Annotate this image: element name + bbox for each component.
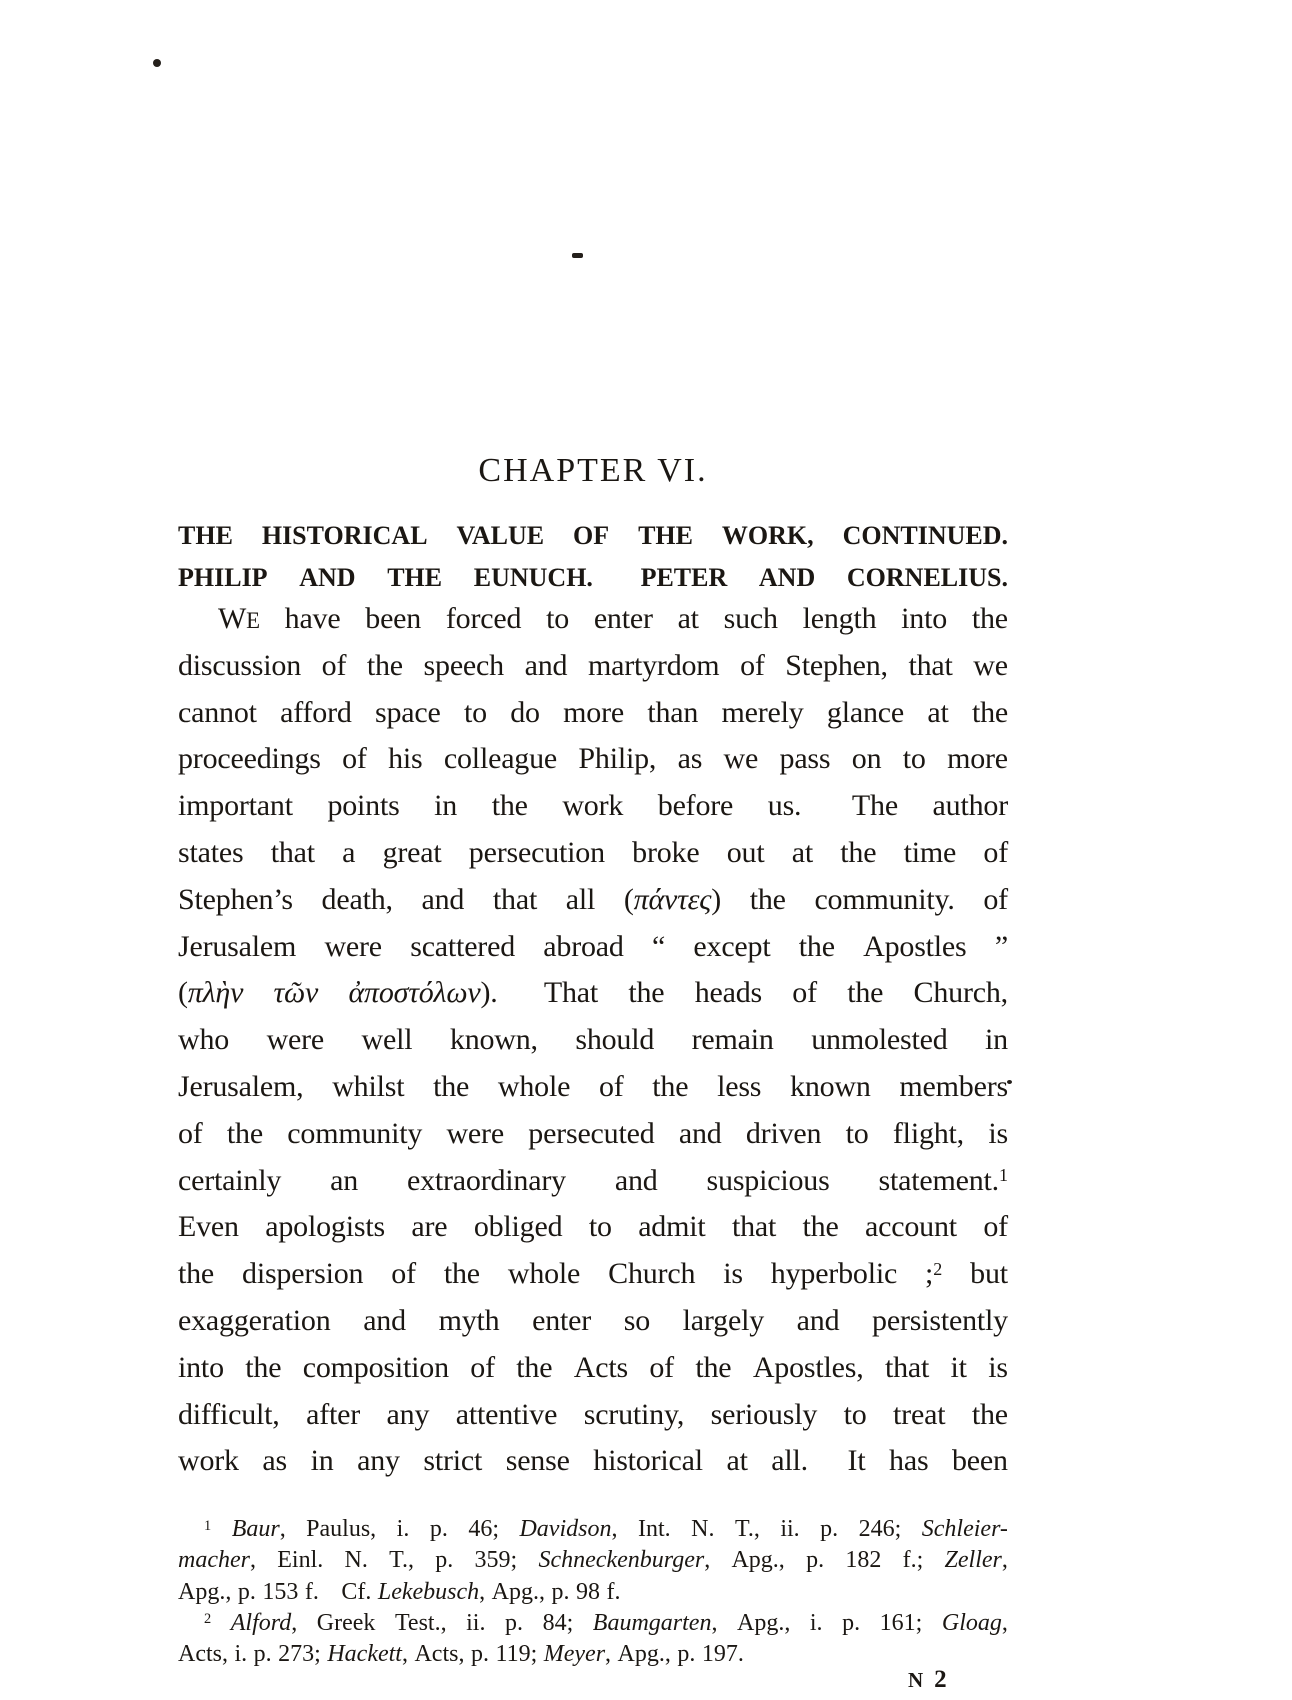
text-line: macher, Einl. N. T., p. 359; Schneckenburger, Apg., p. 182 f.; Zeller, bbox=[178, 1547, 1008, 1574]
text-line: THE HISTORICAL VALUE OF THE WORK, CONTINUED. bbox=[178, 521, 1008, 550]
ink-speck bbox=[572, 253, 583, 258]
footnotes bbox=[178, 1516, 1008, 1672]
text-line: Even apologists are obliged to admit that the account of bbox=[178, 1210, 1008, 1244]
body-text bbox=[178, 602, 1008, 1491]
text-line: (πλὴν τῶν ἀποστόλων). That the heads of the Church, bbox=[178, 976, 1008, 1010]
ink-speck bbox=[153, 59, 161, 67]
chapter-subtitle bbox=[178, 521, 1008, 605]
text-line: Jerusalem were scattered abroad “ except the Apostles ” bbox=[178, 929, 1008, 963]
text-line: into the composition of the Acts of the Apostles, that it is bbox=[178, 1350, 1008, 1384]
signature-letter: N bbox=[908, 1668, 924, 1692]
text-line: $^1$ Baur, Paulus, i. p. 46; Davidson, Int. N. T., ii. p. 246; Schleier- bbox=[204, 1516, 1008, 1542]
text-line: proceedings of his colleague Philip, as we pass on to more bbox=[178, 742, 1008, 776]
text-line: who were well known, should remain unmolested in bbox=[178, 1023, 1008, 1057]
text-line: difficult, after any attentive scrutiny, seriously to treat the bbox=[178, 1397, 1008, 1431]
text-line: important points in the work before us. The author bbox=[178, 789, 1008, 823]
text-line: $^2$ Alford, Greek Test., ii. p. 84; Baumgarten, Apg., i. p. 161; Gloag, bbox=[204, 1609, 1008, 1636]
text-line: PHILIP AND THE EUNUCH. PETER AND CORNELIUS. bbox=[178, 563, 1008, 592]
printer-signature bbox=[908, 1666, 947, 1694]
text-line: states that a great persecution broke out at the time of bbox=[178, 835, 1008, 869]
signature-number: 2 bbox=[934, 1666, 947, 1693]
text-line: exaggeration and myth enter so largely and persistently bbox=[178, 1303, 1008, 1337]
text-line: discussion of the speech and martyrdom of Stephen, that we bbox=[178, 648, 1008, 682]
text-line: of the community were persecuted and driven to flight, is bbox=[178, 1116, 1008, 1150]
text-line: Jerusalem, whilst the whole of the less known members bbox=[178, 1069, 1008, 1103]
text-line: Stephen’s death, and that all (πάντες) the community. of bbox=[178, 882, 1008, 916]
chapter-heading: CHAPTER VI. bbox=[478, 452, 708, 489]
text-line: the dispersion of the whole Church is hyperbolic ;$^2$ but bbox=[178, 1257, 1008, 1291]
text-line: cannot afford space to do more than merely glance at the bbox=[178, 695, 1008, 729]
text-line: WE have been forced to enter at such length into the bbox=[218, 602, 1008, 635]
text-line: work as in any strict sense historical at all. It has been bbox=[178, 1444, 1008, 1478]
text-line: Apg., p. 153 f. Cf. Lekebusch, Apg., p. 98 f. bbox=[178, 1578, 621, 1605]
text-line: certainly an extraordinary and suspicious statement.$^1$ bbox=[178, 1163, 1008, 1197]
text-line: Acts, i. p. 273; Hackett, Acts, p. 119; Meyer, Apg., p. 197. bbox=[178, 1641, 744, 1668]
